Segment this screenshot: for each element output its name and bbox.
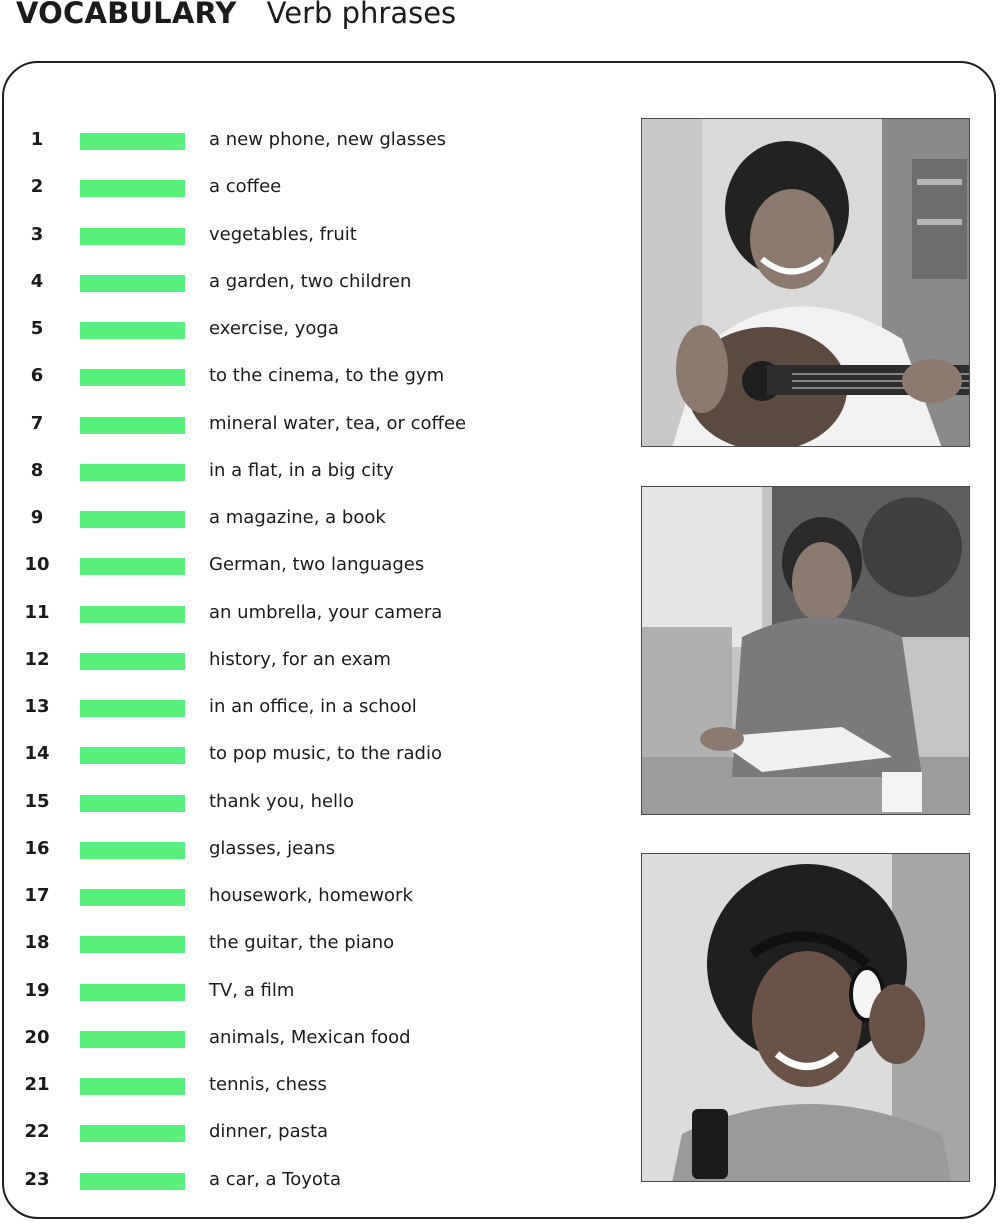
answer-blank[interactable] — [80, 842, 185, 859]
phrase-text: a coffee — [209, 176, 282, 198]
phrase-text: a magazine, a book — [209, 507, 386, 528]
answer-blank[interactable] — [80, 369, 185, 386]
answer-blank[interactable] — [80, 1125, 185, 1142]
phrase-text: mineral water, tea, or coffee — [209, 412, 467, 434]
phrase-text: thank you, hello — [209, 790, 355, 812]
item-number: 19 — [24, 979, 50, 1001]
item-number: 9 — [30, 507, 44, 528]
answer-blank[interactable] — [80, 558, 185, 575]
answer-blank[interactable] — [80, 653, 185, 670]
answer-blank[interactable] — [80, 464, 185, 481]
item-number: 15 — [24, 790, 50, 812]
item-number: 14 — [24, 743, 50, 765]
answer-blank[interactable] — [80, 228, 185, 245]
item-number: 5 — [30, 318, 44, 339]
page-header — [16, 0, 456, 36]
item-number: 22 — [24, 1121, 50, 1143]
item-number: 3 — [30, 223, 44, 245]
answer-blank[interactable] — [80, 889, 185, 906]
answer-blank[interactable] — [80, 606, 185, 623]
phrase-text: exercise, yoga — [209, 318, 339, 339]
reader-image — [642, 487, 970, 815]
photo-woman-headphones — [641, 853, 970, 1182]
answer-blank[interactable] — [80, 1173, 185, 1190]
phrase-text: housework, homework — [209, 885, 413, 906]
answer-blank[interactable] — [80, 511, 185, 528]
section-label: VOCABULARY — [16, 0, 237, 30]
answer-blank[interactable] — [80, 180, 185, 197]
phrase-text: TV, a film — [209, 979, 295, 1001]
answer-blank[interactable] — [80, 275, 185, 292]
answer-blank[interactable] — [80, 984, 185, 1001]
item-number: 21 — [24, 1074, 50, 1095]
phrase-text: German, two languages — [209, 554, 425, 576]
item-number: 1 — [30, 129, 44, 150]
answer-blank[interactable] — [80, 936, 185, 953]
guitar-player-image — [642, 119, 970, 447]
phrase-text: dinner, pasta — [209, 1121, 329, 1143]
phrase-text: vegetables, fruit — [209, 223, 357, 245]
answer-blank[interactable] — [80, 1078, 185, 1095]
answer-blank[interactable] — [80, 700, 185, 717]
item-number: 6 — [30, 365, 44, 387]
phrase-text: the guitar, the piano — [209, 932, 395, 954]
listener-image — [642, 854, 970, 1182]
photo-man-reading — [641, 486, 970, 815]
phrase-text: a new phone, new glasses — [209, 129, 447, 150]
item-number: 4 — [30, 270, 44, 292]
item-number: 20 — [24, 1026, 50, 1048]
photo-man-guitar — [641, 118, 970, 447]
answer-blank[interactable] — [80, 133, 185, 150]
item-number: 11 — [24, 601, 50, 623]
answer-blank[interactable] — [80, 1031, 185, 1048]
item-number: 12 — [24, 648, 50, 670]
item-number: 7 — [30, 412, 44, 434]
phrase-text: an umbrella, your camera — [209, 601, 443, 623]
phrase-text: in an office, in a school — [209, 696, 417, 717]
answer-blank[interactable] — [80, 747, 185, 764]
item-number: 13 — [24, 696, 50, 717]
phrase-text: to the cinema, to the gym — [209, 365, 445, 387]
phrase-text: a car, a Toyota — [209, 1168, 341, 1190]
item-number: 2 — [30, 176, 44, 198]
phrase-text: a garden, two children — [209, 270, 412, 292]
phrase-text: tennis, chess — [209, 1074, 327, 1095]
answer-blank[interactable] — [80, 417, 185, 434]
item-number: 23 — [24, 1168, 50, 1190]
item-number: 16 — [24, 837, 50, 859]
item-number: 10 — [24, 554, 50, 576]
item-number: 8 — [30, 459, 44, 481]
phrase-text: in a flat, in a big city — [209, 459, 394, 481]
answer-blank[interactable] — [80, 795, 185, 812]
phrase-text: history, for an exam — [209, 648, 391, 670]
phrase-text: glasses, jeans — [209, 837, 335, 859]
phrase-text: animals, Mexican food — [209, 1026, 411, 1048]
section-title: Verb phrases — [266, 0, 457, 30]
item-number: 17 — [24, 885, 50, 906]
phrase-text: to pop music, to the radio — [209, 743, 442, 765]
answer-blank[interactable] — [80, 322, 185, 339]
item-number: 18 — [24, 932, 50, 954]
